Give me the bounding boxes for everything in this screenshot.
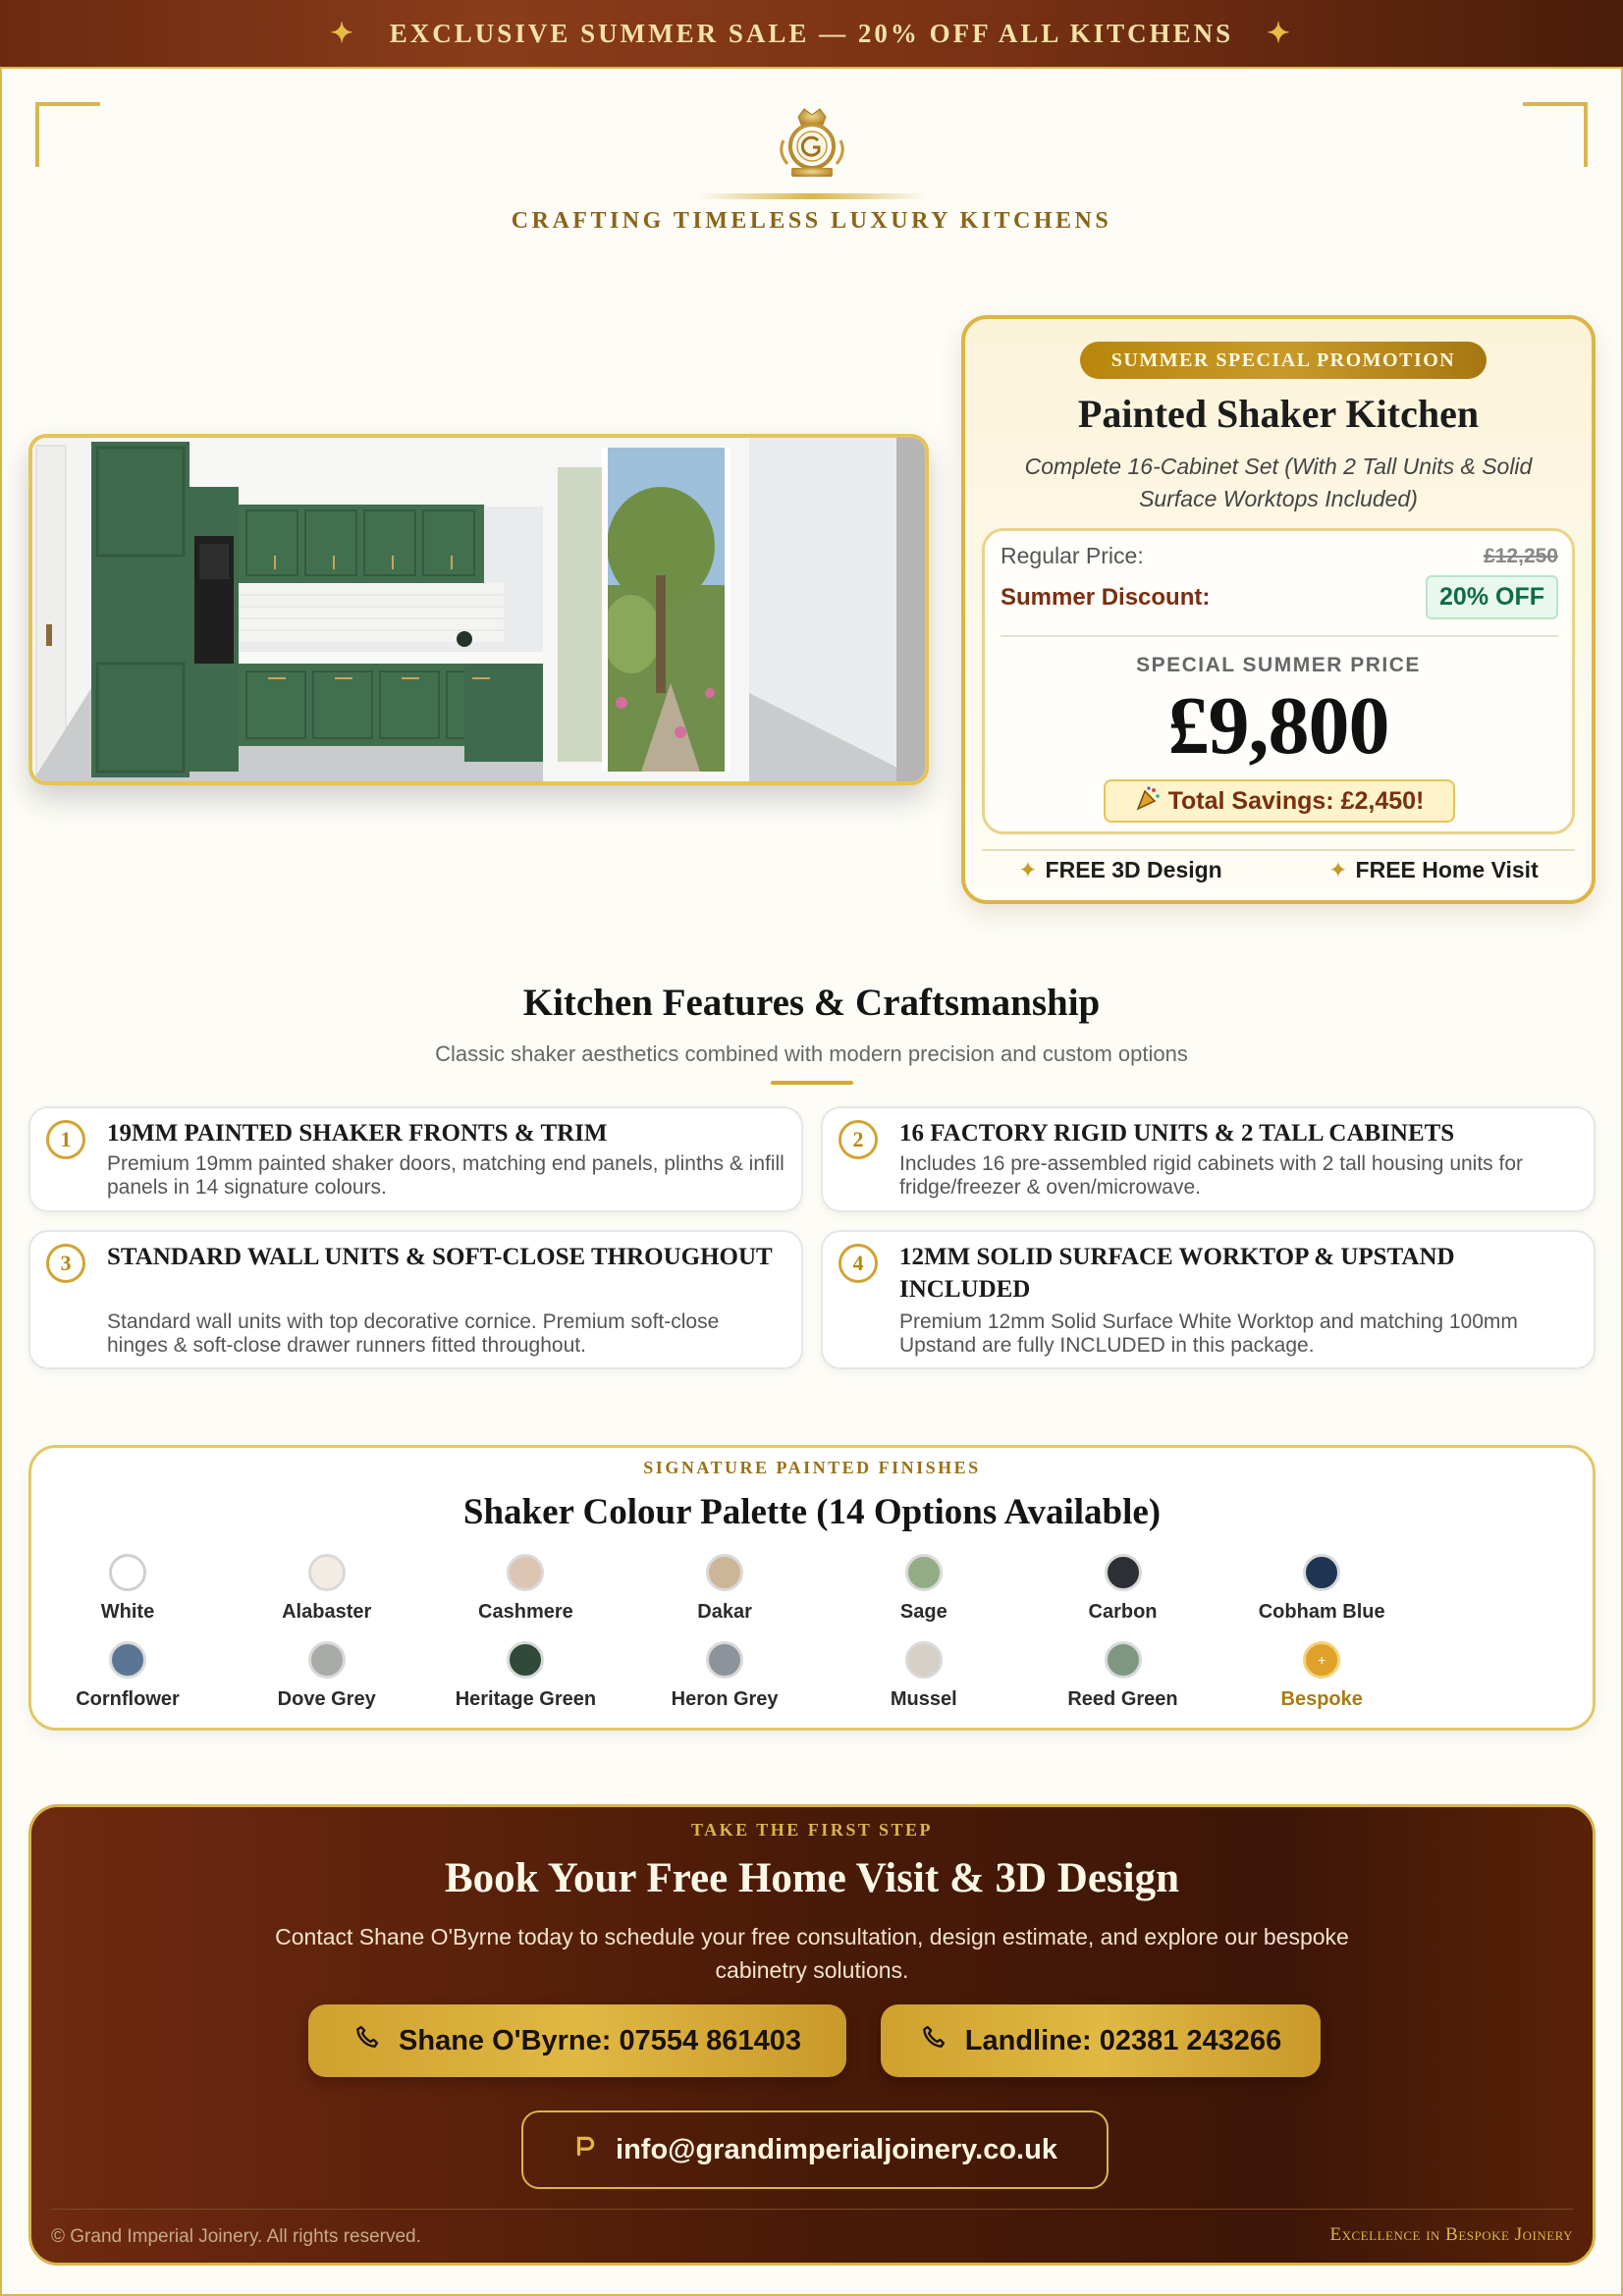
swatch-name: Mussel xyxy=(890,1688,957,1710)
swatch-dot xyxy=(1303,1554,1340,1591)
swatch-dot xyxy=(109,1554,146,1591)
copyright: © Grand Imperial Joinery. All rights reserved. xyxy=(51,2226,421,2247)
star-icon: ✦ xyxy=(1267,19,1293,49)
feature-description: Premium 12mm Solid Surface White Worktop and matching 100mm Upstand are fully INCLUDED in this package. xyxy=(899,1310,1518,1357)
colour-swatch[interactable] xyxy=(826,1641,1022,1711)
swatch-dot xyxy=(109,1641,146,1679)
swatch-dot xyxy=(507,1554,544,1591)
swatch-name: Reed Green xyxy=(1067,1688,1178,1710)
feature-number: 4 xyxy=(839,1244,878,1283)
green-shaker-kitchen-photo xyxy=(28,434,929,785)
palette-kicker: SIGNATURE PAINTED FINISHES xyxy=(643,1458,981,1477)
feature-title: 12MM SOLID SURFACE WORKTOP & UPSTAND INCLUDED xyxy=(899,1244,1455,1303)
features-subtitle: Classic shaker aesthetics combined with modern precision and custom options xyxy=(435,1041,1188,1066)
swatch-name: Heron Grey xyxy=(671,1688,779,1710)
product-subtitle: Complete 16-Cabinet Set (With 2 Tall Units & Solid Surface Worktops Included) xyxy=(1024,454,1533,511)
feature-description: Standard wall units with top decorative cornice. Premium soft-close hinges & soft-close drawer runners fitted throughout. xyxy=(107,1310,720,1357)
swatch-dot xyxy=(308,1554,346,1591)
savings-text: Total Savings: £2,450! xyxy=(1167,786,1425,815)
feature-title: 19MM PAINTED SHAKER FRONTS & TRIM xyxy=(107,1120,608,1147)
sparkle-icon: ✦ xyxy=(1328,857,1348,882)
landline-number: Landline: 02381 243266 xyxy=(964,2024,1282,2056)
colour-swatch[interactable] xyxy=(427,1641,623,1711)
phone-icon xyxy=(353,2023,381,2058)
crest-logo-icon xyxy=(772,103,852,184)
divider xyxy=(51,2209,1573,2210)
colour-swatch[interactable] xyxy=(427,1554,623,1624)
swatch-dot xyxy=(905,1554,943,1591)
colour-swatch[interactable] xyxy=(626,1641,823,1711)
features-title: Kitchen Features & Craftsmanship xyxy=(522,982,1101,1024)
phone-icon xyxy=(920,2023,947,2058)
perk-item xyxy=(1018,857,1222,883)
colour-swatch[interactable] xyxy=(626,1554,823,1624)
regular-price-label: Regular Price: xyxy=(1001,543,1144,568)
swatch-name: Sage xyxy=(899,1601,947,1623)
promo-badge: SUMMER SPECIAL PROMOTION xyxy=(1080,342,1487,379)
swatch-dot xyxy=(905,1641,943,1679)
swatch-name: Dakar xyxy=(697,1601,752,1623)
feature-number: 3 xyxy=(46,1244,85,1283)
sparkle-icon: ✦ xyxy=(1018,857,1038,882)
swatch-dot xyxy=(1105,1554,1142,1591)
swatch-name: Cornflower xyxy=(76,1688,180,1710)
perk-label: FREE Home Visit xyxy=(1355,857,1539,882)
swatch-name: Bespoke xyxy=(1280,1688,1363,1710)
contact-cta-panel xyxy=(28,1804,1596,2266)
palette-title: Shaker Colour Palette (14 Options Available) xyxy=(462,1492,1162,1532)
cta-text: Contact Shane O'Byrne today to schedule your free consultation, design estimate, and explore our bespoke cabinetry solutions. xyxy=(275,1924,1349,1983)
sale-banner xyxy=(0,0,1623,69)
corner-ornament xyxy=(35,102,100,167)
colour-swatch[interactable] xyxy=(826,1554,1022,1624)
colour-swatch[interactable] xyxy=(29,1641,226,1711)
swatch-name: Heritage Green xyxy=(455,1688,597,1710)
colour-swatch[interactable] xyxy=(29,1554,226,1624)
feature-card xyxy=(28,1106,803,1212)
discount-row xyxy=(1001,575,1558,619)
call-mobile-button[interactable] xyxy=(308,2004,846,2077)
price-box xyxy=(982,528,1575,834)
logo-underline xyxy=(697,193,926,199)
cta-title: Book Your Free Home Visit & 3D Design xyxy=(444,1855,1180,1901)
swatch-dot xyxy=(1105,1641,1142,1679)
perk-item xyxy=(1328,857,1538,883)
swatch-dot xyxy=(507,1641,544,1679)
email-icon xyxy=(572,2133,598,2166)
feature-title: STANDARD WALL UNITS & SOFT-CLOSE THROUGHOUT xyxy=(107,1244,773,1270)
discount-badge: 20% OFF xyxy=(1426,575,1558,619)
email-address: info@grandimperialjoinery.co.uk xyxy=(616,2133,1057,2165)
swatch-name: Alabaster xyxy=(282,1601,372,1623)
star-icon: ✦ xyxy=(330,19,356,49)
feature-card xyxy=(821,1106,1596,1212)
feature-card xyxy=(28,1230,803,1369)
discount-label: Summer Discount: xyxy=(1001,583,1211,611)
promo-card xyxy=(961,315,1596,904)
corner-ornament xyxy=(1523,102,1588,167)
feature-title: 16 FACTORY RIGID UNITS & 2 TALL CABINETS xyxy=(899,1120,1455,1147)
party-popper-icon xyxy=(1135,785,1161,818)
special-price-label: SPECIAL SUMMER PRICE xyxy=(1136,654,1421,676)
feature-description: Premium 19mm painted shaker doors, matching end panels, plinths & infill panels in 14 signature colours. xyxy=(107,1152,784,1199)
cta-kicker: TAKE THE FIRST STEP xyxy=(690,1820,934,1840)
feature-card xyxy=(821,1230,1596,1369)
swatch-name: White xyxy=(100,1601,155,1623)
perk-label: FREE 3D Design xyxy=(1045,857,1222,882)
email-button[interactable] xyxy=(521,2110,1109,2189)
feature-number: 2 xyxy=(839,1120,878,1159)
colour-swatch[interactable] xyxy=(229,1554,425,1624)
colour-swatch[interactable] xyxy=(1223,1554,1420,1624)
swatch-name: Dove Grey xyxy=(277,1688,376,1710)
colour-palette-card xyxy=(28,1445,1596,1731)
colour-swatch[interactable] xyxy=(1223,1641,1420,1711)
swatch-name: Cobham Blue xyxy=(1258,1601,1385,1623)
colour-swatch[interactable] xyxy=(229,1641,425,1711)
swatch-dot: + xyxy=(1303,1641,1340,1679)
feature-number: 1 xyxy=(46,1120,85,1159)
divider xyxy=(982,849,1575,851)
brand-tagline: CRAFTING TIMELESS LUXURY KITCHENS xyxy=(511,208,1112,234)
swatch-name: Cashmere xyxy=(478,1601,573,1623)
swatch-name: Carbon xyxy=(1088,1601,1158,1623)
divider xyxy=(1001,635,1558,637)
section-underline xyxy=(771,1081,853,1085)
sale-banner-text: EXCLUSIVE SUMMER SALE — 20% OFF ALL KITCHENS xyxy=(389,18,1234,48)
mobile-number: Shane O'Byrne: 07554 861403 xyxy=(399,2024,801,2056)
swatch-dot xyxy=(706,1641,743,1679)
feature-description: Includes 16 pre-assembled rigid cabinets with 2 tall housing units for fridge/freezer & oven/microwave. xyxy=(899,1152,1524,1199)
colour-swatch[interactable] xyxy=(1025,1554,1221,1624)
perks-row xyxy=(965,857,1592,883)
footer-motto: Excellence in Bespoke Joinery xyxy=(1329,2224,1573,2245)
savings-badge xyxy=(1104,779,1455,823)
regular-price-row xyxy=(1001,543,1558,569)
call-landline-button[interactable] xyxy=(881,2004,1321,2077)
product-title: Painted Shaker Kitchen xyxy=(1077,392,1480,436)
regular-price: £12,250 xyxy=(1484,544,1558,567)
swatch-dot xyxy=(706,1554,743,1591)
special-price: £9,800 xyxy=(1167,680,1389,772)
colour-swatch[interactable] xyxy=(1025,1641,1221,1711)
swatch-dot xyxy=(308,1641,346,1679)
